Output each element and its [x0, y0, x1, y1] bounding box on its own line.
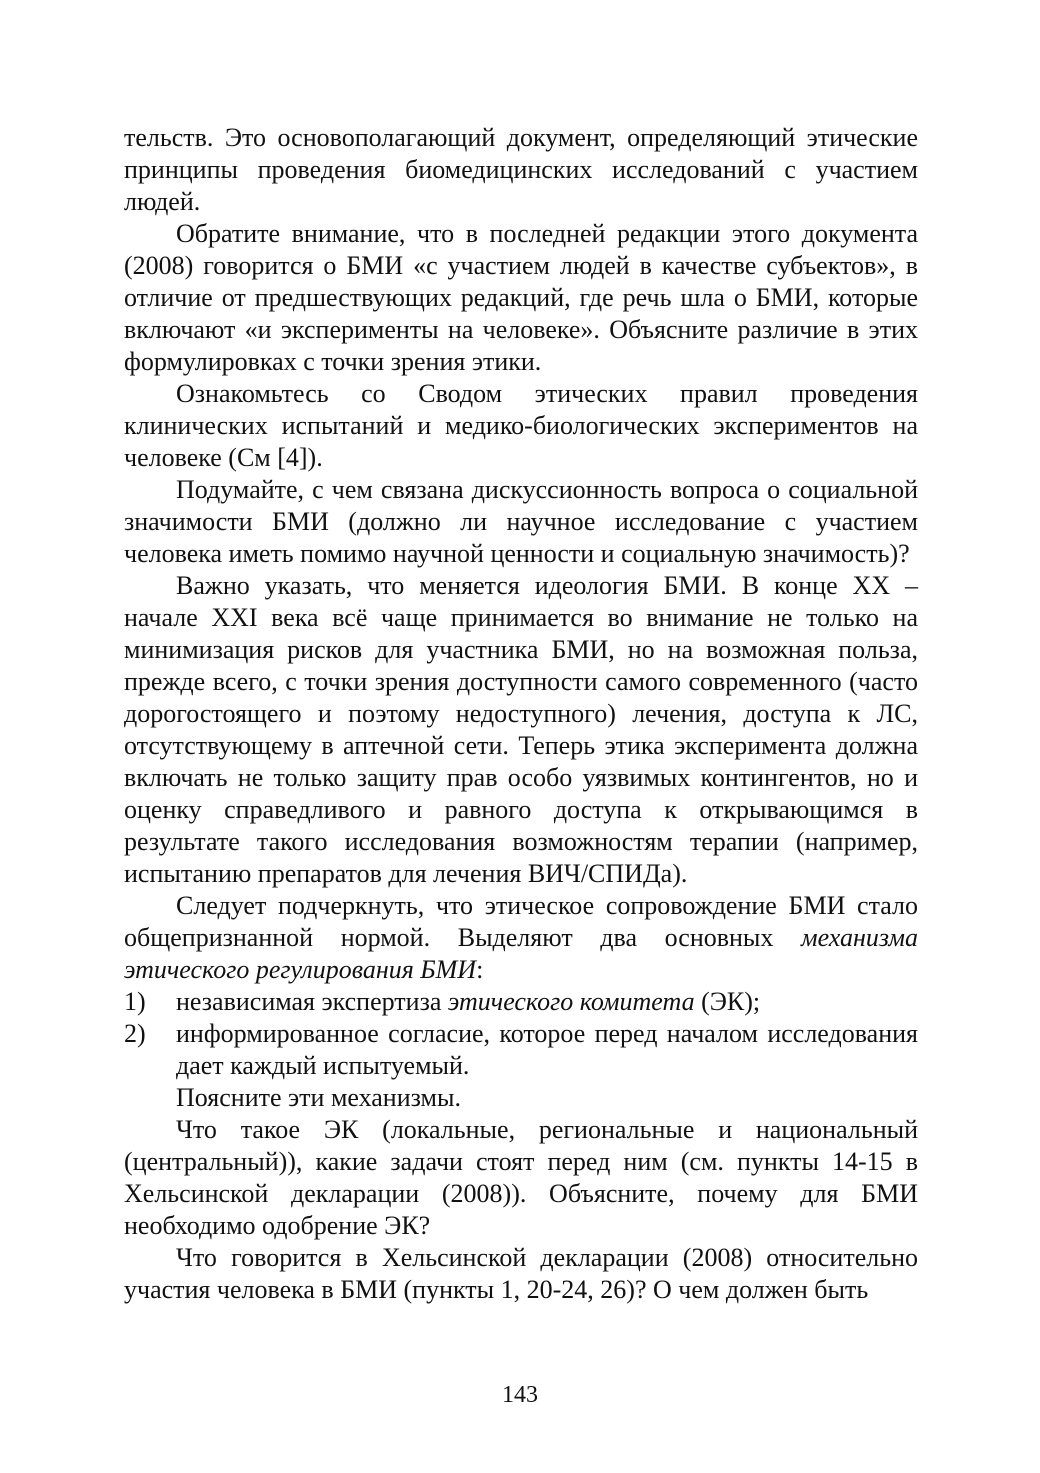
closing-paragraph-1: Поясните эти механизмы. [176, 1083, 461, 1112]
list-text [176, 1018, 918, 1082]
list-text-before: информированное согласие, которое перед началом исследования дает каждый испытуемый. [176, 1019, 918, 1080]
page-body [124, 122, 918, 1306]
list-text-before: независимая экспертиза [176, 987, 448, 1016]
closing-paragraph-3: Что говорится в Хельсинской декларации (2008) относительно участия человека в БМИ (пункты 1, 20-24, 26)? О чем должен быть [124, 1243, 918, 1304]
paragraph-2: Обратите внимание, что в последней редакции этого документа (2008) говорится о БМИ «с участием людей в качестве субъектов», в отличие от предшествующих редакций, где речь шла о БМИ, которые включают «и эксперименты на человеке». Объясните различие в этих формулировках с точки зрения этики. [124, 219, 918, 376]
paragraph-4: Подумайте, с чем связана дискуссионность вопроса о социальной значимости БМИ (должно ли научное исследование с участием человека иметь помимо научной ценности и социальную значимость)? [124, 475, 918, 568]
list-number: 2) [124, 1019, 146, 1048]
mechanisms-list [124, 986, 918, 1082]
mechanisms-tail: : [476, 955, 484, 984]
paragraph-5: Важно указать, что меняется идеология БМИ. В конце XX – начале XXI века всё чаще принимается во внимание не только на минимизация рисков для участника БМИ, но на возможная польза, прежде всего, с точки зрения доступности самого современного (часто дорогостоящего и поэтому недоступного) лечения, доступа к ЛС, отсутствующему в аптечной сети. Теперь этика эксперимента должна включать не только защиту прав особо уязвимых контингентов, но и оценку справедливого и равного доступа к открывающимся в результате такого исследования возможностям терапии (например, испытанию препаратов для лечения ВИЧ/СПИДа). [124, 571, 918, 888]
closing-paragraph-2: Что такое ЭК (локальные, региональные и национальный (центральный)), какие задачи стоят перед ним (см. пункты 14-15 в Хельсинской декларации (2008)). Объясните, почему для БМИ необходимо одобрение ЭК? [124, 1115, 918, 1240]
list-item [124, 986, 918, 1018]
page-number: 143 [502, 1382, 538, 1408]
paragraph-1: тельств. Это основополагающий документ, определяющий этические принципы проведения биомедицинских исследований с участием людей. [124, 123, 918, 216]
paragraph-3: Ознакомьтесь со Сводом этических правил проведения клинических испытаний и медико-биологических экспериментов на человеке (См [4]). [124, 379, 918, 472]
list-text-after: (ЭК); [694, 987, 761, 1016]
list-text [176, 986, 918, 1018]
mechanisms-text: Следует подчеркнуть, что этическое сопровождение БМИ стало общепризнанной нормой. Выделяют два основных [124, 891, 918, 952]
mechanisms-italic: механизма этического регулирования БМИ [124, 923, 918, 984]
list-number: 1) [124, 987, 146, 1016]
list-item [124, 1018, 918, 1082]
paragraph-mechanisms [124, 890, 918, 986]
list-text-italic: этического комитета [447, 987, 695, 1016]
